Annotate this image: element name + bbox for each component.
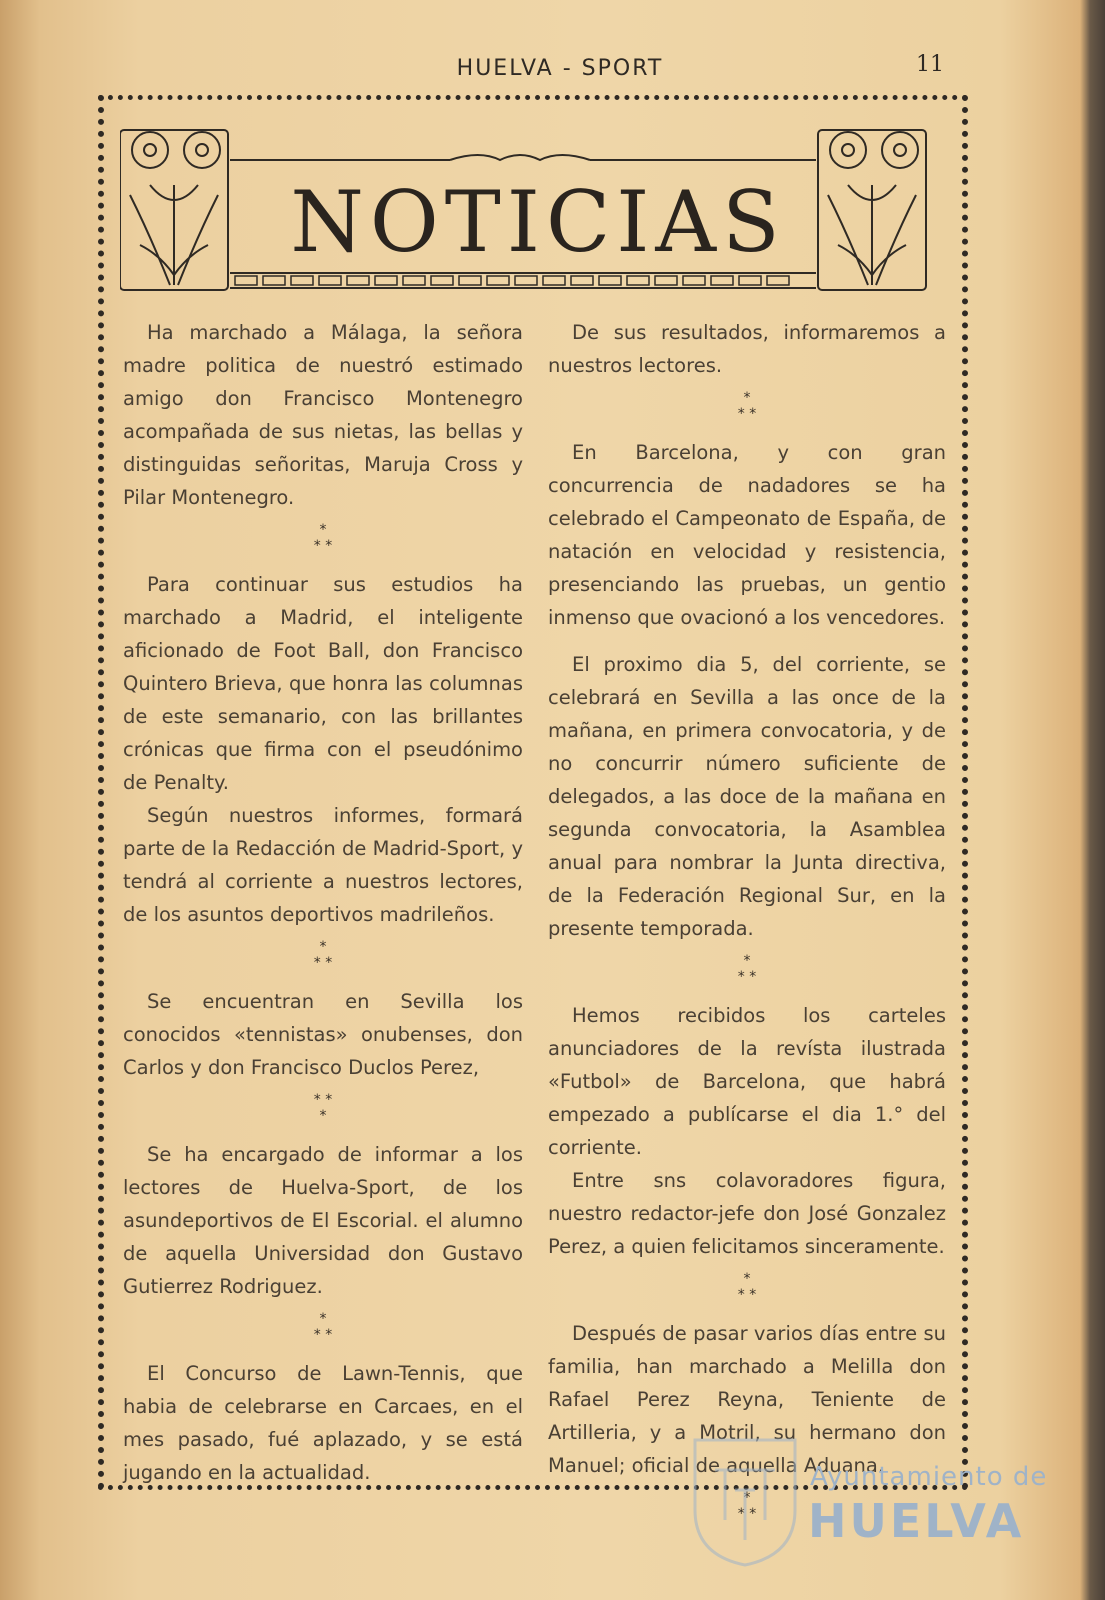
news-item: Se encuentran en Sevilla los conocidos «tennistas» onubenses, don Carlos y don Francisco Duclos Perez, [123,990,523,1079]
news-item: Hemos recibidos los carteles anunciadores de la revísta ilustrada «Futbol» de Barcelona, que habrá empezado a publícarse el dia 1.° del corriente. [548,1004,946,1159]
news-item: Entre sns colavoradores figura, nuestro redactor-jefe don José Gonzalez Perez, a quien felicitamos sinceramente. [548,1169,946,1258]
news-item: El proximo dia 5, del corriente, se celebrará en Sevilla a las once de la mañana, en primera convocatoria, y de no concurrir número suficiente de delegados, a las doce de la mañana en segunda convocatoria, la Asamblea anual para nombrar la Junta directiva, de la Federación Regional Sur, en la presente temporada. [548,653,946,940]
right-column [548,316,946,1536]
news-item: Según nuestros informes, formará parte de la Redacción de Madrid-Sport, y tendrá al corriente a nuestros lectores, de los asuntos deportivos madrileños. [123,804,523,926]
news-item: Después de pasar varios días entre su familia, han marchado a Melilla don Rafael Perez Reyna, Teniente de Artilleria, y a Motril, su hermano don Manuel; oficial de aquella Aduana. [548,1322,946,1477]
news-item: El Concurso de Lawn-Tennis, que habia de celebrarse en Carcaes, en el mes pasado, fué aplazado, y se está jugando en la actualidad. [123,1362,523,1484]
asterism-divider: * * * [313,1311,333,1343]
left-column [123,316,523,1489]
asterism-divider: * * * [313,522,333,554]
asterism-divider: * * * [737,1271,757,1303]
asterism-divider: * * * [313,1092,333,1124]
news-item: De sus resultados, informaremos a nuestros lectores. [548,321,946,377]
asterism-divider: * * * [313,939,333,971]
news-item: Ha marchado a Málaga, la señora madre politica de nuestró estimado amigo don Francisco Montenegro acompañada de sus nietas, las bellas y distinguidas señoritas, Maruja Cross y Pilar Montenegro. [123,321,523,509]
asterism-divider: * * * [737,953,757,985]
watermark-line1: Ayuntamiento de [810,1462,1048,1492]
page-number: 11 [916,52,944,77]
asterism-divider: * * * [737,1490,757,1522]
section-title: NOTICIAS [290,173,786,271]
asterism-divider: * * * [737,390,757,422]
running-header: HUELVA - SPORT [456,56,664,81]
spacer [548,634,946,648]
news-item: Se ha encargado de informar a los lectores de Huelva-Sport, de los asundeportivos de El Escorial. el alumno de aquella Universidad don Gustavo Gutierrez Rodriguez. [123,1143,523,1298]
watermark-line2: HUELVA [808,1494,1025,1548]
news-item: En Barcelona, y con gran concurrencia de nadadores se ha celebrado el Campeonato de España, de natación en velocidad y resistencia, presenciando las pruebas, un gentio inmenso que ovacionó a los vencedores. [548,441,946,629]
news-item: Para continuar sus estudios ha marchado a Madrid, el inteligente aficionado de Foot Ball, don Francisco Quintero Brieva, que honra las columnas de este semanario, con las brillantes crónicas que firma con el pseudónimo de Penalty. [123,573,523,794]
